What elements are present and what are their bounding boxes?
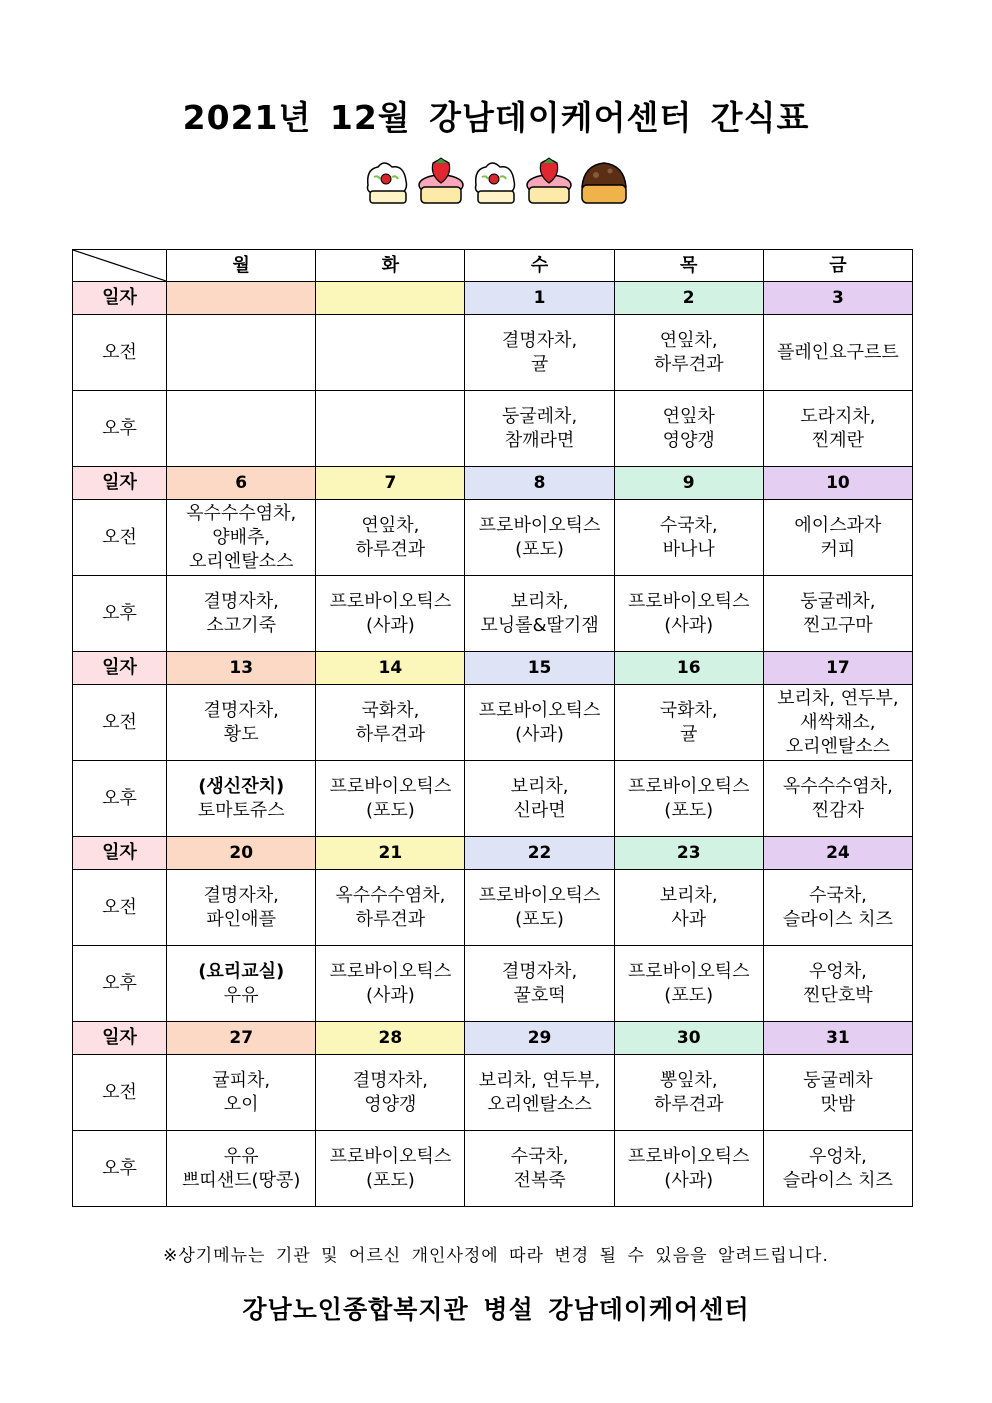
snack-line: 수국차, [659,514,718,536]
weekday-thu: 목 [614,250,763,282]
snack-line: 우유 [223,984,259,1006]
snack-cell-tue [316,685,465,761]
snack-line: 귤 [530,353,549,375]
date-row [73,1022,913,1055]
date-cell-fri: 10 [763,467,912,500]
afternoon-row [73,761,913,837]
snack-line: 결명자차, [203,699,279,721]
afternoon-row [73,391,913,467]
snack-line: 오리엔탈소스 [487,1093,592,1115]
snack-line: 맛밤 [820,1093,856,1115]
snack-line: 둥굴레차, [800,590,876,612]
date-cell-thu: 2 [614,282,763,315]
snack-cell-fri [763,685,912,761]
snack-line: 연잎차, [659,329,718,351]
date-cell-tue: 28 [316,1022,465,1055]
snack-cell-tue [316,500,465,576]
snack-cell-fri [763,1131,912,1207]
weekday-tue: 화 [316,250,465,282]
date-label: 일자 [73,1022,167,1055]
snack-cell-fri [763,761,912,837]
snack-line: 찐단호박 [803,984,873,1006]
snack-cell-fri [763,1055,912,1131]
snack-line: (포도) [365,1169,415,1191]
snack-cell-mon [167,946,316,1022]
snack-line: 영양갱 [364,1093,417,1115]
date-cell-fri: 31 [763,1022,912,1055]
snack-line: (요리교실) [198,960,285,982]
page-title: 2021년 12월 강남데이케어센터 간식표 [182,98,810,137]
date-cell-tue [316,282,465,315]
afternoon-label: 오후 [73,1131,167,1207]
snack-line: 우엉차, [808,1145,867,1167]
date-label: 일자 [73,467,167,500]
date-cell-fri: 17 [763,652,912,685]
date-row [73,282,913,315]
snack-line: 찐감자 [811,799,864,821]
snack-line: 결명자차, [203,884,279,906]
snack-line: 보리차, [510,775,569,797]
snack-cell-fri [763,315,912,391]
morning-label: 오전 [73,315,167,391]
diagonal-line-icon [73,250,166,281]
morning-row [73,870,913,946]
snack-cell-fri [763,500,912,576]
snack-cell-tue [316,870,465,946]
snack-line: 수국차, [808,884,867,906]
snack-cell-thu [614,391,763,467]
snack-line: 프로바이오틱스 [478,514,601,536]
snack-line: 연잎차, [361,514,420,536]
snack-line: 옥수수수염차, [782,775,893,797]
snack-line: 프로바이오틱스 [329,960,452,982]
snack-line: 우유 [223,1145,259,1167]
snack-cell-mon [167,315,316,391]
snack-line: 귤피차, [212,1069,271,1091]
snack-cell-wed [465,1131,614,1207]
snack-line: 사과 [671,908,707,930]
snack-cell-wed [465,500,614,576]
afternoon-row [73,946,913,1022]
snack-cell-thu [614,1131,763,1207]
snack-cell-tue [316,946,465,1022]
snack-cell-thu [614,870,763,946]
date-cell-fri: 3 [763,282,912,315]
date-cell-mon: 20 [167,837,316,870]
snack-line: 프로바이오틱스 [329,1145,452,1167]
snack-line: 결명자차, [203,590,279,612]
snack-line: 프로바이오틱스 [627,1145,750,1167]
snack-cell-wed [465,576,614,652]
date-cell-wed: 1 [465,282,614,315]
snack-cell-mon [167,1131,316,1207]
cake-decoration-icon [362,155,632,207]
snack-line: (포도) [365,799,415,821]
snack-line: 연잎차 [662,405,715,427]
snack-line: 수국차, [510,1145,569,1167]
snack-cell-mon [167,391,316,467]
snack-line: 찐고구마 [803,614,873,636]
snack-line: 귤 [680,723,698,745]
snack-line: 프로바이오틱스 [627,590,750,612]
snack-line: 쁘띠샌드(땅콩) [182,1169,301,1191]
snack-line: 우엉차, [808,960,867,982]
snack-line: 플레인요구르트 [777,341,899,363]
date-cell-mon: 13 [167,652,316,685]
snack-line: 옥수수수염차, [186,502,297,524]
snack-line: (포도) [664,984,714,1006]
morning-label: 오전 [73,870,167,946]
snack-line: 국화차, [361,699,420,721]
snack-line: 국화차, [659,699,718,721]
snack-line: 전복죽 [513,1169,566,1191]
date-label: 일자 [73,652,167,685]
snack-cell-tue [316,1055,465,1131]
snack-line: 옥수수수염차, [335,884,446,906]
snack-line: 결명자차, [352,1069,428,1091]
snack-line: 보리차, 연두부, [777,687,899,709]
snack-line: 결명자차, [501,329,578,351]
morning-row [73,1055,913,1131]
organization-name: 강남노인종합복지관 병설 강남데이케어센터 [242,1295,750,1324]
weekday-header-row [73,250,913,282]
weekday-mon: 월 [167,250,316,282]
snack-line: 프로바이오틱스 [478,699,601,721]
snack-cell-wed [465,870,614,946]
snack-line: 소고기죽 [206,614,276,636]
date-cell-mon: 6 [167,467,316,500]
snack-cell-thu [614,1055,763,1131]
snack-line: 보리차, 연두부, [478,1069,601,1091]
snack-cell-thu [614,500,763,576]
snack-line: (포도) [515,538,564,560]
snack-cell-thu [614,685,763,761]
snack-line: 황도 [223,723,259,745]
date-cell-wed: 22 [465,837,614,870]
snack-line: 파인애플 [206,908,276,930]
snack-cell-mon [167,870,316,946]
snack-line: (사과) [365,984,415,1006]
snack-line: 프로바이오틱스 [478,884,601,906]
snack-line: (사과) [664,1169,714,1191]
date-cell-thu: 16 [614,652,763,685]
date-cell-thu: 23 [614,837,763,870]
snack-line: (사과) [664,614,714,636]
snack-cell-thu [614,576,763,652]
snack-line: 꿀호떡 [513,984,566,1006]
snack-line: 오리엔탈소스 [189,550,294,572]
snack-cell-mon [167,500,316,576]
snack-cell-fri [763,946,912,1022]
snack-line: 보리차, [510,590,569,612]
snack-line: 하루견과 [355,723,426,745]
snack-line: (포도) [664,799,714,821]
date-cell-mon [167,282,316,315]
snack-schedule-table [72,249,913,1207]
snack-line: 커피 [820,538,856,560]
snack-line: 찐계란 [811,429,864,451]
notice-text: ※상기메뉴는 기관 및 어르신 개인사정에 따라 변경 될 수 있음을 알려드립니다. [163,1246,829,1266]
snack-line: 하루견과 [653,1093,724,1115]
snack-line: 프로바이오틱스 [627,775,750,797]
date-cell-mon: 27 [167,1022,316,1055]
snack-line: 참깨라면 [504,429,575,451]
snack-line: 프로바이오틱스 [329,775,452,797]
date-row [73,467,913,500]
snack-cell-wed [465,1055,614,1131]
date-cell-tue: 7 [316,467,465,500]
afternoon-label: 오후 [73,576,167,652]
weekday-fri: 금 [763,250,912,282]
snack-cell-wed [465,685,614,761]
snack-line: (사과) [515,723,564,745]
weekday-wed: 수 [465,250,614,282]
snack-line: 프로바이오틱스 [329,590,452,612]
snack-line: 둥굴레차 [803,1069,873,1091]
snack-cell-mon [167,1055,316,1131]
snack-line: 하루견과 [653,353,724,375]
date-cell-fri: 24 [763,837,912,870]
snack-line: 결명자차, [501,960,578,982]
afternoon-row [73,576,913,652]
snack-line: 토마토쥬스 [197,799,285,821]
afternoon-label: 오후 [73,761,167,837]
date-cell-wed: 15 [465,652,614,685]
snack-line: 하루견과 [355,908,426,930]
date-cell-tue: 14 [316,652,465,685]
snack-cell-mon [167,685,316,761]
date-label: 일자 [73,282,167,315]
date-cell-wed: 8 [465,467,614,500]
snack-cell-tue [316,1131,465,1207]
morning-row [73,315,913,391]
afternoon-row [73,1131,913,1207]
snack-line: 슬라이스 치즈 [782,1169,893,1191]
morning-row [73,685,913,761]
snack-cell-tue [316,576,465,652]
snack-cell-fri [763,576,912,652]
snack-line: (사과) [365,614,415,636]
snack-cell-fri [763,391,912,467]
morning-label: 오전 [73,685,167,761]
snack-line: 슬라이스 치즈 [782,908,893,930]
snack-line: 신라면 [513,799,566,821]
snack-line: 에이스과자 [794,514,882,536]
snack-cell-fri [763,870,912,946]
snack-line: 프로바이오틱스 [627,960,750,982]
snack-line: (포도) [515,908,564,930]
snack-line: 양배추, [212,526,271,548]
snack-cell-thu [614,761,763,837]
date-cell-thu: 9 [614,467,763,500]
snack-cell-mon [167,576,316,652]
afternoon-label: 오후 [73,946,167,1022]
morning-label: 오전 [73,1055,167,1131]
snack-cell-tue [316,315,465,391]
snack-line: 뽕잎차, [659,1069,718,1091]
snack-cell-mon [167,761,316,837]
snack-line: (생신잔치) [198,775,285,797]
snack-line: 새싹채소, [800,711,876,733]
snack-line: 둥굴레차, [501,405,578,427]
date-row [73,652,913,685]
snack-cell-tue [316,761,465,837]
snack-line: 보리차, [659,884,718,906]
snack-line: 오이 [223,1093,259,1115]
morning-label: 오전 [73,500,167,576]
snack-cell-wed [465,315,614,391]
snack-cell-wed [465,946,614,1022]
date-cell-wed: 29 [465,1022,614,1055]
snack-line: 영양갱 [662,429,715,451]
date-cell-tue: 21 [316,837,465,870]
snack-line: 모닝롤&딸기잼 [480,614,599,636]
snack-line: 바나나 [662,538,715,560]
snack-line: 하루견과 [355,538,426,560]
date-row [73,837,913,870]
afternoon-label: 오후 [73,391,167,467]
snack-cell-thu [614,946,763,1022]
snack-line: 도라지차, [800,405,876,427]
snack-cell-thu [614,315,763,391]
date-cell-thu: 30 [614,1022,763,1055]
snack-cell-wed [465,761,614,837]
date-label: 일자 [73,837,167,870]
snack-line: 오리엔탈소스 [785,735,891,757]
corner-cell [73,250,167,282]
snack-cell-tue [316,391,465,467]
morning-row [73,500,913,576]
snack-cell-wed [465,391,614,467]
